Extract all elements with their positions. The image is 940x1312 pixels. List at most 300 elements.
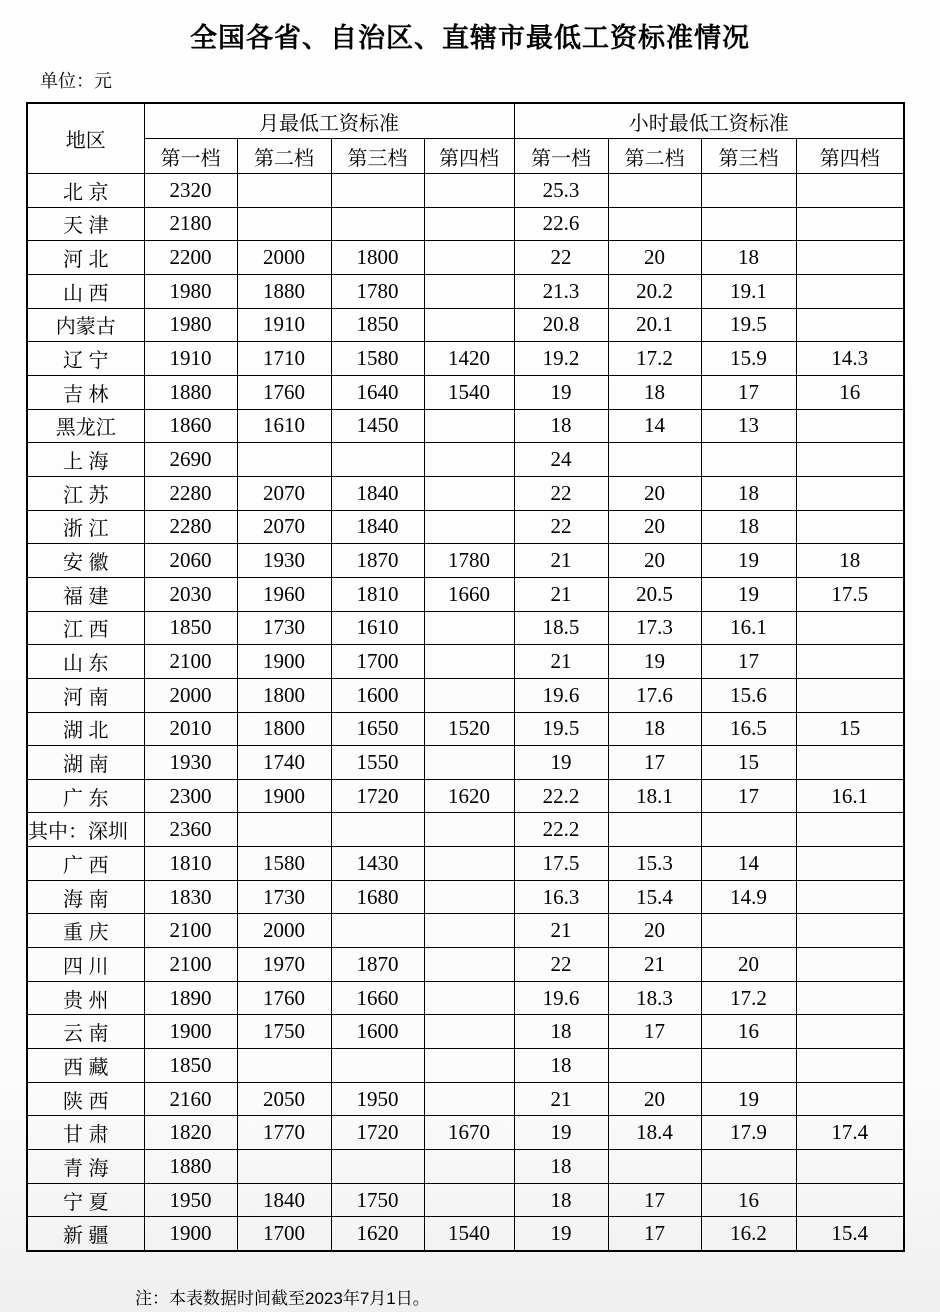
value-cell: 21.3 [514,274,608,308]
value-cell [331,1150,424,1184]
region-cell: 宁 夏 [27,1183,144,1217]
value-cell: 1930 [237,544,331,578]
value-cell [424,443,514,477]
value-cell: 1450 [331,409,424,443]
value-cell [701,1150,796,1184]
table-row [27,274,904,308]
minimum-wage-table [26,102,905,1252]
table-row [27,1082,904,1116]
value-cell [796,746,904,780]
value-cell [796,914,904,948]
value-cell: 1980 [144,274,237,308]
value-cell: 1900 [237,645,331,679]
value-cell: 19 [514,1217,608,1251]
value-cell: 1810 [331,577,424,611]
table-row [27,207,904,241]
value-cell: 25.3 [514,174,608,208]
value-cell: 14 [608,409,701,443]
value-cell: 2300 [144,779,237,813]
value-cell: 1720 [331,779,424,813]
value-cell: 14.3 [796,342,904,376]
table-header [27,103,904,174]
region-cell: 新 疆 [27,1217,144,1251]
value-cell: 2000 [237,241,331,275]
value-cell [424,611,514,645]
region-cell: 黑龙江 [27,409,144,443]
value-cell: 1620 [331,1217,424,1251]
value-cell: 14.9 [701,880,796,914]
value-cell: 1610 [331,611,424,645]
value-cell: 1540 [424,375,514,409]
value-cell [237,813,331,847]
value-cell: 19 [701,1082,796,1116]
value-cell [608,443,701,477]
table-row [27,1183,904,1217]
value-cell: 1610 [237,409,331,443]
value-cell: 1720 [331,1116,424,1150]
value-cell [424,207,514,241]
region-cell: 陕 西 [27,1082,144,1116]
region-cell: 江 西 [27,611,144,645]
value-cell [424,1150,514,1184]
value-cell: 22.6 [514,207,608,241]
value-cell: 1890 [144,981,237,1015]
value-cell [424,1183,514,1217]
value-cell [608,1150,701,1184]
table-row [27,645,904,679]
value-cell: 1730 [237,880,331,914]
value-cell: 14 [701,847,796,881]
value-cell [701,1049,796,1083]
value-cell [796,476,904,510]
table-row [27,779,904,813]
value-cell [331,174,424,208]
table-row [27,409,904,443]
value-cell: 20 [608,914,701,948]
table-row [27,880,904,914]
value-cell [424,981,514,1015]
value-cell: 1930 [144,746,237,780]
region-cell: 青 海 [27,1150,144,1184]
value-cell [424,308,514,342]
value-cell: 1980 [144,308,237,342]
value-cell: 1580 [237,847,331,881]
value-cell: 20 [608,544,701,578]
value-cell: 19 [701,577,796,611]
value-cell [331,443,424,477]
value-cell [237,174,331,208]
value-cell: 1880 [237,274,331,308]
value-cell: 21 [514,1082,608,1116]
value-cell [701,174,796,208]
value-cell: 2100 [144,948,237,982]
value-cell: 2030 [144,577,237,611]
value-cell: 15.3 [608,847,701,881]
value-cell: 1600 [331,678,424,712]
value-cell: 2200 [144,241,237,275]
value-cell: 19.6 [514,678,608,712]
value-cell [701,207,796,241]
value-cell [424,678,514,712]
value-cell [237,207,331,241]
value-cell [331,1049,424,1083]
value-cell: 16 [796,375,904,409]
value-cell: 2180 [144,207,237,241]
value-cell: 18.4 [608,1116,701,1150]
value-cell: 1820 [144,1116,237,1150]
value-cell [424,174,514,208]
value-cell: 18 [514,1015,608,1049]
value-cell: 16.5 [701,712,796,746]
value-cell: 15.4 [608,880,701,914]
value-cell: 13 [701,409,796,443]
value-cell: 2010 [144,712,237,746]
value-cell [796,611,904,645]
table-row [27,510,904,544]
value-cell [608,174,701,208]
value-cell [796,678,904,712]
value-cell: 16.1 [701,611,796,645]
header-row-tiers [27,139,904,174]
value-cell: 1520 [424,712,514,746]
unit-label: 单位：元 [40,71,112,91]
value-cell: 1840 [237,1183,331,1217]
value-cell: 18.5 [514,611,608,645]
table-row [27,1015,904,1049]
region-cell: 安 徽 [27,544,144,578]
value-cell: 17 [608,746,701,780]
value-cell: 17.5 [514,847,608,881]
value-cell: 21 [608,948,701,982]
value-cell: 20.1 [608,308,701,342]
value-cell: 1770 [237,1116,331,1150]
value-cell [608,1049,701,1083]
value-cell: 21 [514,645,608,679]
hourly-tier-2-header: 第二档 [608,139,701,174]
hourly-tier-3-header: 第三档 [701,139,796,174]
region-cell: 云 南 [27,1015,144,1049]
region-cell: 湖 南 [27,746,144,780]
hourly-tier-1-header: 第一档 [514,139,608,174]
value-cell: 1650 [331,712,424,746]
value-cell: 1540 [424,1217,514,1251]
table-row [27,1116,904,1150]
monthly-tier-1-header: 第一档 [144,139,237,174]
region-cell: 重 庆 [27,914,144,948]
table-row [27,678,904,712]
value-cell: 17.4 [796,1116,904,1150]
value-cell: 17.2 [701,981,796,1015]
table-row [27,476,904,510]
value-cell: 1950 [144,1183,237,1217]
value-cell: 18 [701,476,796,510]
value-cell: 1740 [237,746,331,780]
value-cell: 19.2 [514,342,608,376]
value-cell: 2000 [237,914,331,948]
value-cell: 1900 [144,1015,237,1049]
value-cell: 17 [608,1183,701,1217]
value-cell: 1830 [144,880,237,914]
value-cell: 1620 [424,779,514,813]
value-cell: 19.1 [701,274,796,308]
value-cell [796,1082,904,1116]
value-cell: 22 [514,476,608,510]
header-row-groups [27,103,904,139]
table-body [27,174,904,1251]
value-cell: 1840 [331,476,424,510]
value-cell: 17 [701,645,796,679]
region-cell: 其中：深圳 [27,813,144,847]
table-row [27,174,904,208]
value-cell: 2000 [144,678,237,712]
value-cell: 1850 [331,308,424,342]
value-cell: 24 [514,443,608,477]
value-cell: 2100 [144,914,237,948]
value-cell: 1870 [331,544,424,578]
value-cell [796,1183,904,1217]
value-cell [796,880,904,914]
value-cell: 1910 [237,308,331,342]
value-cell: 1660 [331,981,424,1015]
value-cell [701,813,796,847]
region-cell: 四 川 [27,948,144,982]
region-cell: 甘 肃 [27,1116,144,1150]
value-cell: 2070 [237,510,331,544]
monthly-tier-4-header: 第四档 [424,139,514,174]
region-cell: 海 南 [27,880,144,914]
value-cell: 2690 [144,443,237,477]
value-cell: 18 [514,1150,608,1184]
value-cell: 18 [701,241,796,275]
region-cell: 浙 江 [27,510,144,544]
value-cell: 18 [608,712,701,746]
value-cell [796,409,904,443]
value-cell [424,948,514,982]
value-cell: 15.6 [701,678,796,712]
value-cell: 1970 [237,948,331,982]
value-cell: 18 [701,510,796,544]
value-cell: 1870 [331,948,424,982]
value-cell: 17.3 [608,611,701,645]
region-cell: 湖 北 [27,712,144,746]
page-title: 全国各省、自治区、直辖市最低工资标准情况 [190,23,750,53]
region-cell: 内蒙古 [27,308,144,342]
value-cell [331,207,424,241]
value-cell [796,241,904,275]
value-cell: 19 [608,645,701,679]
value-cell [796,948,904,982]
value-cell: 18 [608,375,701,409]
value-cell [796,510,904,544]
value-cell: 1900 [144,1217,237,1251]
value-cell [796,981,904,1015]
region-cell: 广 东 [27,779,144,813]
value-cell: 2280 [144,510,237,544]
table-row [27,1049,904,1083]
value-cell: 1670 [424,1116,514,1150]
value-cell: 2070 [237,476,331,510]
value-cell [424,409,514,443]
value-cell [424,847,514,881]
region-cell: 上 海 [27,443,144,477]
value-cell: 1880 [144,375,237,409]
value-cell [424,274,514,308]
region-cell: 北 京 [27,174,144,208]
value-cell: 1860 [144,409,237,443]
value-cell: 16.1 [796,779,904,813]
value-cell: 1840 [331,510,424,544]
monthly-tier-3-header: 第三档 [331,139,424,174]
value-cell: 15.9 [701,342,796,376]
value-cell [701,914,796,948]
value-cell: 1760 [237,375,331,409]
table-row [27,611,904,645]
region-cell: 天 津 [27,207,144,241]
hourly-group-header: 小时最低工资标准 [514,103,904,139]
value-cell: 21 [514,577,608,611]
value-cell [796,813,904,847]
region-cell: 贵 州 [27,981,144,1015]
value-cell [796,308,904,342]
value-cell [424,476,514,510]
table-row [27,948,904,982]
region-cell: 江 苏 [27,476,144,510]
value-cell: 20 [608,1082,701,1116]
value-cell: 16 [701,1183,796,1217]
value-cell [424,645,514,679]
region-cell: 福 建 [27,577,144,611]
value-cell: 2160 [144,1082,237,1116]
value-cell [237,1150,331,1184]
value-cell: 1910 [144,342,237,376]
value-cell: 15.4 [796,1217,904,1251]
value-cell: 20 [701,948,796,982]
value-cell: 1730 [237,611,331,645]
value-cell: 20 [608,241,701,275]
value-cell: 21 [514,914,608,948]
table-row [27,1150,904,1184]
table-row [27,241,904,275]
value-cell: 1550 [331,746,424,780]
monthly-group-header: 月最低工资标准 [144,103,514,139]
value-cell: 17 [608,1217,701,1251]
value-cell: 1750 [331,1183,424,1217]
table-row [27,712,904,746]
table-row [27,375,904,409]
value-cell: 1780 [331,274,424,308]
value-cell [424,813,514,847]
value-cell: 19 [701,544,796,578]
region-cell: 辽 宁 [27,342,144,376]
value-cell: 1900 [237,779,331,813]
value-cell [796,274,904,308]
value-cell [237,1049,331,1083]
value-cell: 15 [796,712,904,746]
value-cell: 19 [514,375,608,409]
value-cell [424,1015,514,1049]
region-column-header: 地区 [27,103,144,174]
value-cell: 20 [608,510,701,544]
value-cell [424,746,514,780]
value-cell: 22 [514,241,608,275]
value-cell: 17.5 [796,577,904,611]
value-cell: 18.1 [608,779,701,813]
value-cell: 1640 [331,375,424,409]
value-cell [796,847,904,881]
value-cell: 17.6 [608,678,701,712]
value-cell: 1810 [144,847,237,881]
value-cell: 22 [514,948,608,982]
value-cell: 20.5 [608,577,701,611]
table-row [27,1217,904,1251]
value-cell: 1580 [331,342,424,376]
value-cell [424,1049,514,1083]
value-cell [424,1082,514,1116]
value-cell: 19 [514,1116,608,1150]
value-cell: 17.2 [608,342,701,376]
value-cell [424,241,514,275]
footnote: 注：本表数据时间截至2023年7月1日。 [135,1288,430,1308]
table-row [27,914,904,948]
value-cell: 18 [514,1049,608,1083]
value-cell: 18 [796,544,904,578]
value-cell: 17.9 [701,1116,796,1150]
region-cell: 河 北 [27,241,144,275]
value-cell: 1960 [237,577,331,611]
table-row [27,981,904,1015]
value-cell [424,880,514,914]
value-cell: 1760 [237,981,331,1015]
value-cell: 22.2 [514,813,608,847]
monthly-tier-2-header: 第二档 [237,139,331,174]
value-cell [237,443,331,477]
value-cell [331,813,424,847]
value-cell: 1850 [144,611,237,645]
value-cell: 1700 [237,1217,331,1251]
value-cell [796,645,904,679]
value-cell: 1660 [424,577,514,611]
value-cell: 2280 [144,476,237,510]
region-cell: 吉 林 [27,375,144,409]
table-row [27,544,904,578]
value-cell: 1850 [144,1049,237,1083]
value-cell: 22.2 [514,779,608,813]
region-cell: 山 西 [27,274,144,308]
table-row [27,308,904,342]
value-cell [424,914,514,948]
value-cell: 22 [514,510,608,544]
value-cell: 16 [701,1015,796,1049]
value-cell [796,207,904,241]
region-cell: 山 东 [27,645,144,679]
value-cell [796,1150,904,1184]
value-cell: 19.5 [514,712,608,746]
value-cell: 18.3 [608,981,701,1015]
value-cell: 16.2 [701,1217,796,1251]
value-cell: 1800 [237,678,331,712]
value-cell: 20.2 [608,274,701,308]
value-cell [701,443,796,477]
value-cell: 18 [514,1183,608,1217]
hourly-tier-4-header: 第四档 [796,139,904,174]
value-cell: 2060 [144,544,237,578]
value-cell [796,443,904,477]
value-cell: 2100 [144,645,237,679]
value-cell: 16.3 [514,880,608,914]
value-cell: 1880 [144,1150,237,1184]
table-row [27,443,904,477]
value-cell: 1950 [331,1082,424,1116]
